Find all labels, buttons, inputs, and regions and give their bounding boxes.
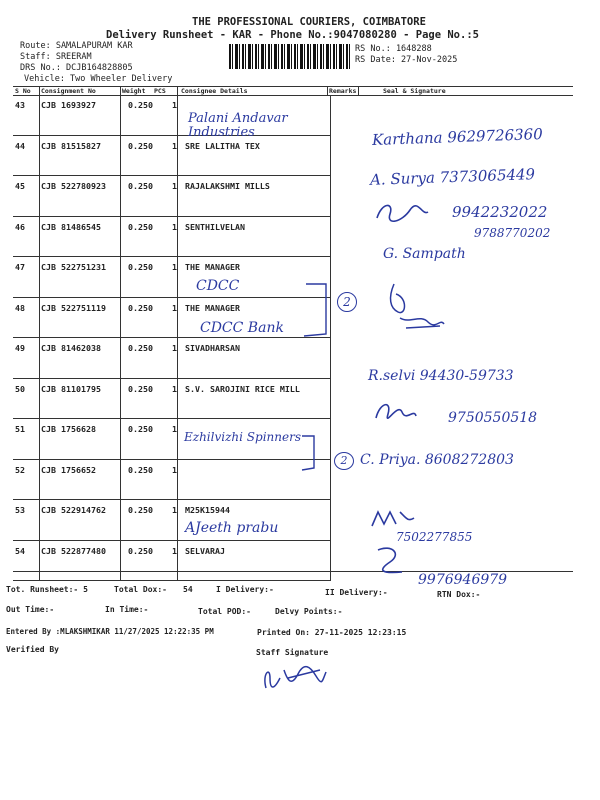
row-col-sep [39, 257, 40, 298]
cell-consignment: CJB 81515827 [41, 140, 101, 151]
cell-weight: 0.250 [128, 100, 153, 110]
handwritten-signature-row51-scribble [372, 398, 420, 426]
out-time: Out Time:- [6, 605, 55, 614]
row-col-sep [330, 500, 331, 541]
cell-pcs: 1 [172, 140, 177, 151]
cell-consignee: THE MANAGER [185, 302, 240, 313]
row-col-sep [120, 136, 121, 177]
cell-sno: 44 [15, 140, 25, 151]
row-col-sep [330, 419, 331, 460]
cell-sno: 53 [15, 505, 25, 515]
cell-consignee: SIVADHARSAN [185, 343, 240, 353]
cell-sno: 48 [15, 302, 25, 313]
staff-signature [258, 660, 330, 694]
handwritten-phone-row53: 7502277855 [396, 530, 473, 544]
cell-consignee: SENTHILVELAN [185, 221, 245, 232]
handwritten-signature-row46-scribble [372, 200, 432, 226]
verified-by: Verified By [6, 645, 59, 654]
cell-pcs: 1 [172, 343, 177, 353]
route: Route: SAMALAPURAM KAR [20, 41, 133, 51]
row-col-sep [330, 460, 331, 501]
row-col-sep [330, 541, 331, 582]
rs-number: RS No.: 1648288 [355, 44, 432, 54]
col-header-remarks: Remarks [329, 87, 357, 95]
row-col-sep [120, 541, 121, 582]
cell-pcs: 1 [172, 545, 177, 556]
cell-weight: 0.250 [128, 221, 153, 232]
row-col-sep [177, 541, 178, 582]
i-delivery: I Delivery:- [216, 585, 274, 594]
handwritten-signature-row50: R.selvi 94430-59733 [368, 368, 514, 384]
cell-consignment: CJB 81486545 [41, 221, 101, 232]
table-row [0, 541, 600, 582]
cell-consignment: CJB 81101795 [41, 383, 101, 394]
total-dox-value: 54 [183, 585, 193, 594]
row-col-sep [120, 257, 121, 298]
cell-pcs: 1 [172, 505, 177, 515]
table-top-border [13, 86, 573, 87]
cell-sno: 52 [15, 464, 25, 475]
row-col-sep [39, 136, 40, 177]
total-runsheet: Tot. Runsheet:- 5 [6, 585, 88, 594]
staff: Staff: SREERAM [20, 52, 92, 62]
total-pod: Total POD:- [198, 607, 251, 616]
row-col-sep [120, 460, 121, 501]
total-dox-label: Total Dox:- [114, 585, 167, 594]
handwritten-signature-row53-scribble [368, 508, 418, 530]
company-name: THE PROFESSIONAL COURIERS, COIMBATORE [192, 16, 426, 28]
handwritten-signature-row43: Karthana 9629726360 [371, 125, 544, 149]
cell-pcs: 1 [172, 383, 177, 394]
row-col-sep [39, 338, 40, 379]
cell-weight: 0.250 [128, 302, 153, 313]
cell-consignment: CJB 522780923 [41, 181, 106, 191]
cell-sno: 46 [15, 221, 25, 232]
drs-number: DRS No.: DCJB164828805 [20, 63, 133, 73]
ii-delivery: II Delivery:- [325, 588, 388, 597]
row-col-sep [120, 338, 121, 379]
row-col-sep [177, 338, 178, 379]
row-col-sep [39, 460, 40, 501]
row-col-sep [39, 217, 40, 258]
row-col-sep [39, 298, 40, 339]
cell-consignee: M25K15944 [185, 505, 230, 515]
cell-sno: 54 [15, 545, 25, 556]
row-col-sep [120, 176, 121, 217]
cell-weight: 0.250 [128, 262, 153, 272]
runsheet-title: Delivery Runsheet - KAR - Phone No.:9047080280 - Page No.:5 [106, 29, 479, 41]
cell-weight: 0.250 [128, 181, 153, 191]
vehicle: Vehicle: Two Wheeler Delivery [24, 74, 173, 84]
row-col-sep [120, 379, 121, 420]
row-col-sep [177, 136, 178, 177]
col-header-seal: Seal & Signature [383, 87, 446, 95]
row-col-sep [177, 500, 178, 541]
row-col-sep [177, 460, 178, 501]
row-col-sep [177, 298, 178, 339]
row-col-sep [177, 419, 178, 460]
cell-weight: 0.250 [128, 424, 153, 434]
handwritten-note-row53: AJeeth prabu [185, 520, 279, 536]
row-col-sep [39, 419, 40, 460]
handwritten-signature-row47: G. Sampath [383, 246, 466, 262]
rs-date: RS Date: 27-Nov-2025 [355, 55, 458, 65]
cell-weight: 0.250 [128, 140, 153, 151]
row-divider [13, 580, 331, 581]
handwritten-note-row47: CDCC [196, 278, 240, 294]
cell-weight: 0.250 [128, 343, 153, 353]
cell-pcs: 1 [172, 262, 177, 272]
cell-pcs: 1 [172, 302, 177, 313]
col-header-weight: Weight [122, 87, 146, 95]
cell-consignment: CJB 1756628 [41, 424, 96, 434]
cell-sno: 43 [15, 100, 25, 110]
cell-pcs: 1 [172, 221, 177, 232]
row-col-sep [177, 95, 178, 136]
row-col-sep [177, 176, 178, 217]
row-col-sep [39, 500, 40, 541]
row-col-sep [177, 217, 178, 258]
cell-consignment: CJB 1693927 [41, 100, 96, 110]
cell-consignee: THE MANAGER [185, 262, 240, 272]
handwritten-signature-row48 [380, 278, 450, 348]
cell-consignee: SELVARAJ [185, 545, 225, 556]
cell-consignment: CJB 522751119 [41, 302, 106, 313]
cell-consignment: CJB 81462038 [41, 343, 101, 353]
cell-sno: 50 [15, 383, 25, 394]
cell-weight: 0.250 [128, 505, 153, 515]
handwritten-signature-row52: C. Priya. 8608272803 [360, 452, 514, 468]
row-col-sep [120, 95, 121, 136]
cell-consignee: RAJALAKSHMI MILLS [185, 181, 270, 191]
staff-signature-label: Staff Signature [256, 648, 329, 657]
handwritten-note-row48: CDCC Bank [200, 320, 284, 336]
cell-weight: 0.250 [128, 383, 153, 394]
in-time: In Time:- [105, 605, 149, 614]
row-col-sep [177, 257, 178, 298]
entered-by: Entered By :MLAKSHMIKAR 11/27/2025 12:22:35 PM [6, 627, 214, 636]
col-header-sno: S No [15, 87, 31, 95]
handwritten-consignee-row43: Palani Andavar Industries [188, 111, 288, 140]
cell-consignment: CJB 1756652 [41, 464, 96, 475]
row-col-sep [120, 419, 121, 460]
cell-sno: 49 [15, 343, 25, 353]
circled-count-47-48: 2 [337, 292, 357, 312]
row-col-sep [120, 217, 121, 258]
cell-sno: 45 [15, 181, 25, 191]
handwritten-phone-row46-2: 9788770202 [474, 226, 551, 240]
row-col-sep [120, 298, 121, 339]
col-header-pcs: PCS [154, 87, 166, 95]
cell-weight: 0.250 [128, 464, 153, 475]
row-col-sep [330, 338, 331, 379]
handwritten-signature-row54-scribble [372, 544, 412, 580]
handwritten-signature-row45: A. Surya 7373065449 [369, 165, 536, 189]
cell-pcs: 1 [172, 100, 177, 110]
bracket-rows-51-52 [298, 432, 322, 472]
rtn-dox: RTN Dox:- [437, 590, 481, 599]
row-col-sep [39, 176, 40, 217]
cell-consignee: SRE LALITHA TEX [185, 140, 260, 151]
row-col-sep [39, 379, 40, 420]
row-col-sep [177, 379, 178, 420]
row-col-sep [330, 136, 331, 177]
handwritten-phone-row51: 9750550518 [448, 410, 538, 426]
col-header-consignment: Consignment No [41, 87, 96, 95]
row-col-sep [39, 95, 40, 136]
row-col-sep [39, 541, 40, 582]
table-row [0, 500, 600, 541]
row-col-sep [330, 379, 331, 420]
bracket-rows-47-48 [300, 280, 332, 340]
cell-pcs: 1 [172, 464, 177, 475]
printed-on: Printed On: 27-11-2025 12:23:15 [257, 628, 407, 637]
cell-weight: 0.250 [128, 545, 153, 556]
cell-consignee: S.V. SAROJINI RICE MILL [185, 383, 300, 394]
cell-consignment: CJB 522751231 [41, 262, 106, 272]
delivery-points: Delvy Points:- [275, 607, 343, 616]
cell-consignment: CJB 522914762 [41, 505, 106, 515]
cell-consignment: CJB 522877480 [41, 545, 106, 556]
cell-pcs: 1 [172, 181, 177, 191]
row-col-sep [120, 500, 121, 541]
cell-sno: 47 [15, 262, 25, 272]
cell-sno: 51 [15, 424, 25, 434]
row-col-sep [330, 176, 331, 217]
barcode [229, 44, 351, 69]
row-col-sep [330, 217, 331, 258]
handwritten-phone-row54: 9976946979 [418, 572, 508, 588]
handwritten-note-row51: Ezhilvizhi Spinners [184, 430, 301, 444]
handwritten-phone-row46: 9942232022 [452, 203, 548, 221]
cell-pcs: 1 [172, 424, 177, 434]
col-header-consignee: Consignee Details [181, 87, 248, 95]
circled-count-51-52: 2 [334, 452, 354, 470]
